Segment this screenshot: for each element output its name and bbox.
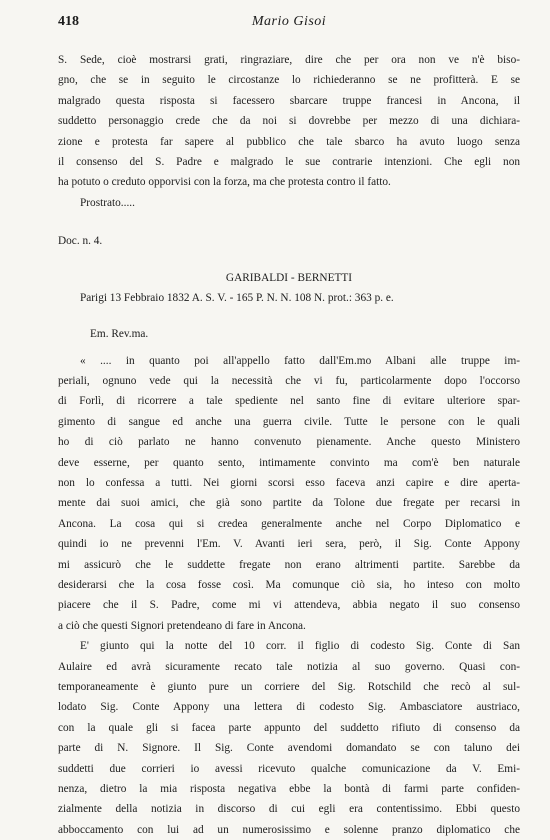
page-header [58,14,520,36]
running-title: Mario Gisoi [251,14,327,29]
paragraph-2 [58,351,520,636]
text-line: parte di N. Signore. Il Sig. Conte avendomi domandato se con taluno dei [58,742,520,755]
doc-meta: Parigi 13 Febbraio 1832 A. S. V. - 165 P. N. N. 108 N. prot.: 363 p. e. [80,291,394,304]
text-line: mi assicurò che le suddette fregate non erano altrimenti partite. Sarebbe da [58,558,520,571]
text-line: abboccamento con lui ad un numerosissimo e solenne pranzo diplomatico che [58,823,520,836]
text-line: suddetti due corrieri io avessi ricevuto qualche comunicazione da V. Emi- [58,762,520,775]
text-line: S. Sede, cioè mostrarsi grati, ringraziare, dire che per ora non ve n'è biso- [58,54,520,66]
text-line: « .... in quanto poi all'appello fatto dall'Em.mo Albani alle truppe im- [80,354,520,367]
text-line: malgrado questa risposta si facessero sbarcare truppe francesi in Ancona, il [58,94,520,107]
text-line: gimento di sangue ed anche una guerra civile. Tutte le persone con le quali [58,415,520,428]
text-line: ho di ciò parlato ne hanno convenuto pienamente. Anche questo Ministero [58,436,520,449]
text-line: periali, ognuno vede qui la necessità che vi fu, particolarmente dopo l'occorso [58,375,520,388]
text-line: zione e protesta far sapere al pubblico che tale sbarco ha avuto luogo senza [58,135,520,148]
text-line: deve esserne, per quanto sento, intimamente convinto ma com'è ben naturale [58,456,520,469]
text-line: Aulaire ed avrà sicuramente recato tale notizia al suo governo. Quasi con- [58,660,520,673]
text-line: Ancona. La cosa qui si credea generalmente anche nel Corpo Diplomatico e [58,517,520,530]
text-line: nenza, dietro la mia risposta negativa ebbe la bontà di farmi parte confiden- [58,782,520,795]
doc-title: GARIBALDI - BERNETTI [225,271,353,284]
text-line: temporaneamente è giunto pure un corriere del Sig. Rotschild che recò al sul- [58,680,520,693]
text-line: lodato Sig. Conte Appony una lettera di codesto Sig. Ambasciatore austriaco, [58,701,520,714]
text-line: non lo confessa a tutti. Nei giorni scorsi esso faceva anzi capire e dire aperta- [58,477,520,490]
paragraph-3 [58,636,520,840]
text-line: suddetto personaggio crede che da noi si dovrebbe per mezzo di una dichiara- [58,115,520,128]
text-line: il consenso del S. Padre e malgrado le sue contrarie intenzioni. Che egli non [58,155,520,168]
page-number: 418 [58,14,79,29]
text-line: zialmente della notizia in discorso di cui egli era contentissimo. Ebbi questo [58,803,520,816]
text-line: di Forlì, di ricorrere a tale spediente nel santo fine di evitare ulteriore spar- [58,395,520,408]
text-line: ha potuto o creduto opporvisi con la forza, ma che protesta contro il fatto. [58,176,391,189]
text-line: a ciò che questi Signori pretendeano di fare in Ancona. [58,619,306,632]
page-body [58,50,520,840]
paragraph-1 [58,50,520,193]
text-line: desiderarsi che la cosa fosse così. Ma comunque ciò sia, ho inteso con molto [58,578,520,591]
doc-reference: Doc. n. 4. [58,235,103,248]
text-line: E' giunto qui la notte del 10 corr. il figlio di codesto Sig. Conte di San [80,640,520,653]
closing: Prostrato..... [80,196,135,209]
text-line: piacere che il S. Padre, come mi vi attendeva, abbia negato il suo consenso [58,599,520,612]
salutation: Em. Rev.ma. [90,328,149,341]
text-line: gno, che se in seguito le circostanze lo richiederanno se ne profitterà. E se [58,74,520,87]
text-line: mente dai suoi amici, che già sono partite da Tolone due fregate per recarsi in [58,497,520,510]
text-line: con la quale gli si facea parte appunto del suddetto rifiuto di consenso da [58,721,520,734]
text-line: quindi io ne prevenni l'Em. V. Avanti ieri sera, però, il Sig. Conte Appony [58,538,520,551]
